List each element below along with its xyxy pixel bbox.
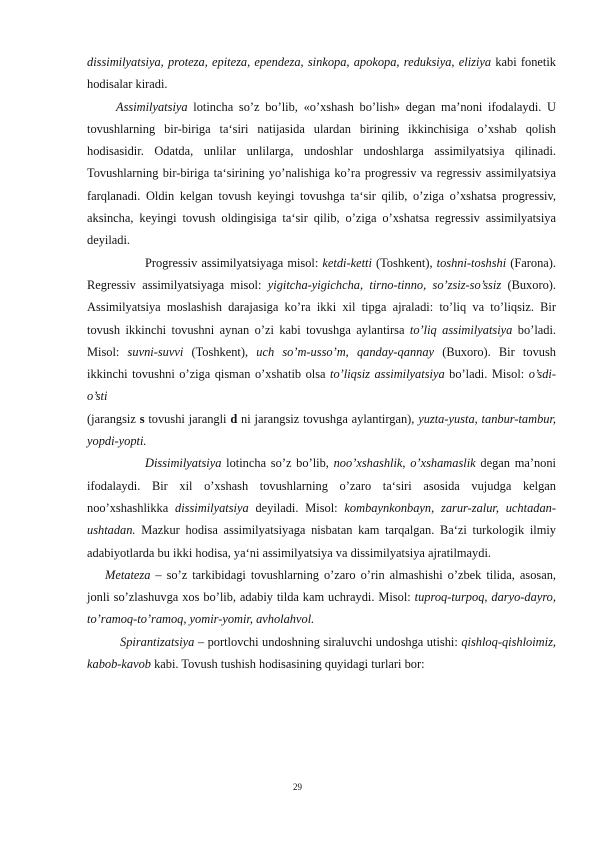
italic-term: Dissimilyatsiya [145,456,222,471]
text-run: – so’z tarkibidagi tovushlarning o’zaro o’rin almashishi o’zbek tilida, asosan, jonli so’zlashuvga xos bo’lib, adabiy tilda kam uchraydi. Misol: [87,567,556,605]
italic-term: to’liq assimilyatsiya [409,322,513,337]
text-run: d [230,411,238,426]
text-run: (Toshkent), [183,344,257,359]
text-run: degan ma’noni ifodalaydi. Bir xil o’xshash tovushlarning o’zaro ta‘siri asosida vujudga kelgan noo’xshashlikka [87,456,556,515]
text-run: (Buxoro). Bir tovush ikkinchi tovushni o’ziga qisman o’xshatib olsa [87,344,556,382]
text-run: kabi. Tovush tushish hodisasining quyidagi turlari bor: [151,657,425,672]
text-run: (jarangsiz [87,411,140,426]
text-run: tovushi jarangli [144,411,231,426]
italic-term: uch so’m-usso’m, qanday-qannay [256,344,435,359]
italic-term: o’sdi-o’sti [87,367,556,404]
italic-term: kombaynkonbayn, zarur-zalur, uchtadan-ushtadan. [87,500,556,538]
text-run: lotincha so’z bo’lib, «o’xshash bo’lish» degan ma’noni ifodalaydi. U tovushlarning bir-biriga ta‘siri natijasida ulardan birining ikkinchisiga o’xshab qolish hodisasidir. Odatda, unlilar unlilarga, undoshlar undoshlarga assimilyatsiya qilinadi. Tovushlarning bir-biriga ta‘sirining yo’nalishiga ko’ra progressiv va regressiv assimilyatsiya farqlanadi. Oldin kelgan tovush keyingi tovushga ta‘sir qilib, o’ziga o’xshatsa progressiv, aksincha, keyingi tovush oldingisiga ta‘sir qilib, o’ziga o’xshatsa regressiv assimilyatsiya deyiladi. [87,99,556,248]
text-run: Progressiv assimilyatsiyaga misol: [145,255,323,270]
italic-term: qishloq-qishloimiz, kabob-kavob [87,634,556,672]
paragraph-2 [87,252,556,408]
italic-term: noo’xshashlik, o’xshamaslik [333,456,476,471]
text-run: deyiladi. Misol: [248,500,345,515]
text-run: bo’ladi. Misol: [444,367,529,382]
text-run: Mazkur hodisa assimilyatsiyaga nisbatan kam tarqalgan. Ba‘zi turkologik ilmiy adabiyotlarda bu ikki hodisa, ya‘ni assimilyatsiya va dissimilyatsiya ajratilmaydi. [87,523,556,560]
text-run: (Buxoro). Assimilyatsiya moslashish darajasiga ko’ra ikki xil tipga ajraladi: to’liq va to’liqsiz. Bir tovush ikkinchi tovushni aynan o’zi kabi tovushga aylantirsa [87,277,556,337]
text-run: – portlovchi undoshning siraluvchi undoshga utishi: [194,634,462,649]
italic-term: dissimilyatsiya, proteza, epiteza, ependeza, sinkopa, apokopa, reduksiya, eliziya [87,55,492,69]
text-run: (Toshkent), [371,255,437,270]
italic-term: dissimilyatsiya [175,500,249,515]
italic-term: ketdi-ketti [322,255,372,270]
paragraph-4 [87,452,556,563]
italic-term: Spirantizatsiya [120,634,195,649]
paragraph-1 [87,96,556,252]
paragraph-5 [87,564,556,631]
paragraph-6 [87,631,556,676]
text-run: kabi fonetik hodisalar kiradi. [87,55,556,92]
italic-term: tuproq-turpoq, daryo-dayro, to’ramoq-to’ramoq, yomir-yomir, avholahvol. [87,590,556,627]
italic-term: toshni-toshshi [436,255,507,270]
italic-term: suvni-suvvi [127,344,184,359]
paragraph-0 [87,51,556,96]
text-run: lotincha so’z bo’lib, [221,456,334,471]
italic-term: Metateza [105,567,151,582]
text-run: bo’ladi. Misol: [87,322,556,359]
text-run: (Farona). Regressiv assimilyatsiyaga misol: [87,255,557,292]
paragraph-3 [87,408,556,453]
page-number: 29 [293,782,302,792]
italic-term: yigitcha-yigichcha, tirno-tinno, so’zsiz-so’ssiz [267,277,502,292]
italic-term: yuzta-yusta, tanbur-tambur, yopdi-yopti. [87,411,557,449]
italic-term: to’liqsiz assimilyatsiya [330,367,445,382]
text-run: s [139,411,145,426]
document-body [87,51,556,675]
italic-term: Assimilyatsiya [116,99,188,114]
text-run: ni jarangsiz tovushga aylantirgan), [237,411,419,426]
